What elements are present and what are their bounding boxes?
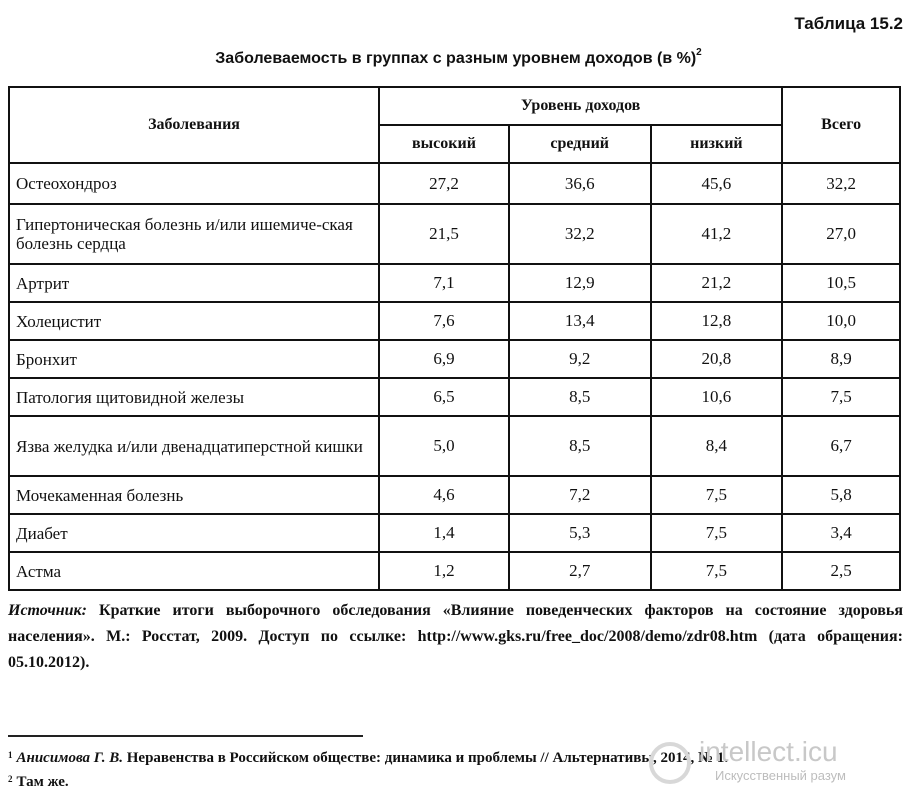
disease-name: Язва желудка и/или двенадцатиперстной кишки [9,416,379,476]
value-low: 7,5 [651,514,783,552]
caption-footnote-mark: 2 [696,47,702,58]
watermark-title: intellect.icu [699,736,838,767]
footnote-author: Анисимова Г. В. [16,750,123,766]
disease-name: Артрит [9,264,379,302]
table-row [9,163,900,204]
value-low: 7,5 [651,552,783,590]
value-low: 20,8 [651,340,783,378]
watermark-subtitle: Искусственный разум [715,768,846,783]
table-caption [0,47,917,68]
disease-name: Холецистит [9,302,379,340]
disease-name: Астма [9,552,379,590]
footnote-divider [8,735,363,737]
header-high: высокий [379,125,509,163]
disease-name: Гипертоническая болезнь и/или ишемиче-ская болезнь сердца [9,204,379,264]
value-high: 5,0 [379,416,509,476]
value-total: 32,2 [782,163,900,204]
footnote-2 [8,774,69,791]
brain-logo-icon [649,742,691,784]
disease-name: Диабет [9,514,379,552]
value-total: 10,0 [782,302,900,340]
value-high: 4,6 [379,476,509,514]
footnote-1 [8,750,728,767]
table-row [9,476,900,514]
source-label: Источник: [8,602,87,619]
watermark [649,736,909,791]
caption-text: Заболеваемость в группах с разным уровнем доходов (в %) [215,50,697,67]
value-low: 12,8 [651,302,783,340]
value-total: 27,0 [782,204,900,264]
value-low: 7,5 [651,476,783,514]
value-total: 8,9 [782,340,900,378]
disease-name: Мочекаменная болезнь [9,476,379,514]
header-middle: средний [509,125,651,163]
value-middle: 9,2 [509,340,651,378]
value-high: 7,1 [379,264,509,302]
header-disease: Заболевания [9,87,379,163]
table-row [9,378,900,416]
value-total: 7,5 [782,378,900,416]
value-middle: 12,9 [509,264,651,302]
value-middle: 36,6 [509,163,651,204]
value-total: 2,5 [782,552,900,590]
value-high: 6,5 [379,378,509,416]
value-middle: 8,5 [509,378,651,416]
footnote-mark: 1 [8,750,13,760]
value-middle: 13,4 [509,302,651,340]
value-high: 1,2 [379,552,509,590]
disease-name: Патология щитовидной железы [9,378,379,416]
disease-name: Остеохондроз [9,163,379,204]
table-row [9,264,900,302]
footnote-text: Там же. [16,774,69,790]
value-total: 3,4 [782,514,900,552]
table-row [9,514,900,552]
value-low: 8,4 [651,416,783,476]
header-total: Всего [782,87,900,163]
value-total: 6,7 [782,416,900,476]
footnote-mark: 2 [8,774,13,784]
morbidity-table [8,86,901,591]
value-middle: 8,5 [509,416,651,476]
value-middle: 5,3 [509,514,651,552]
source-note [8,598,903,676]
value-high: 1,4 [379,514,509,552]
table-number: Таблица 15.2 [794,14,903,33]
value-high: 6,9 [379,340,509,378]
value-high: 7,6 [379,302,509,340]
value-total: 10,5 [782,264,900,302]
table-row [9,416,900,476]
source-text: Краткие итоги выборочного обследования «Влияние поведенческих факторов на состояние здоровья населения». М.: Росстат, 2009. Доступ по ссылке: http://www.gks.ru/free_doc/2008/demo/zdr08.htm (дата обращения: 05.10.2012). [8,602,903,671]
value-middle: 7,2 [509,476,651,514]
header-low: низкий [651,125,783,163]
footnote-text: Неравенства в Российском обществе: динамика и проблемы // Альтернативы, 2014, № 1. [123,750,729,766]
value-low: 21,2 [651,264,783,302]
disease-name: Бронхит [9,340,379,378]
table-row [9,552,900,590]
table-row [9,302,900,340]
value-low: 41,2 [651,204,783,264]
value-middle: 2,7 [509,552,651,590]
table-row [9,204,900,264]
value-high: 27,2 [379,163,509,204]
value-middle: 32,2 [509,204,651,264]
value-low: 45,6 [651,163,783,204]
value-low: 10,6 [651,378,783,416]
value-high: 21,5 [379,204,509,264]
value-total: 5,8 [782,476,900,514]
header-income-level: Уровень доходов [379,87,782,125]
table-row [9,340,900,378]
